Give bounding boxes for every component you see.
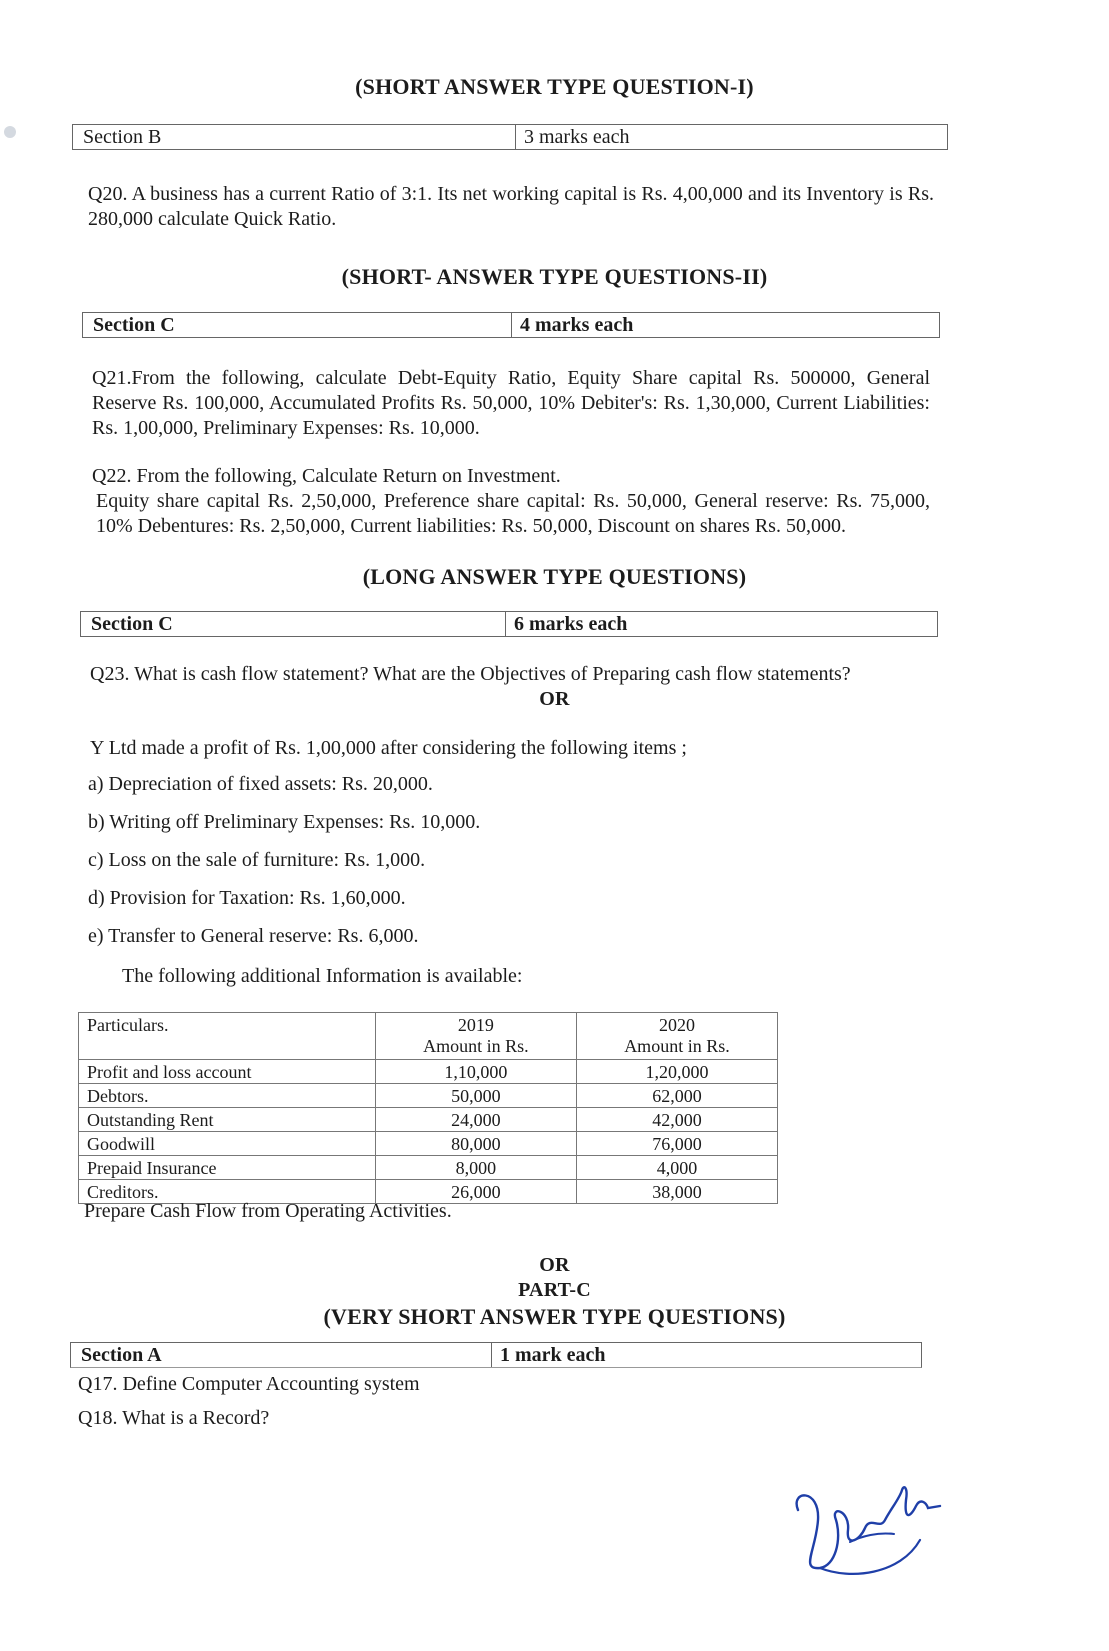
section-b-label: Section B (73, 125, 516, 149)
or-separator: OR (539, 688, 570, 710)
row-2019: 8,000 (375, 1156, 576, 1180)
item-a: a) Depreciation of fixed assets: Rs. 20,000. (88, 773, 433, 795)
heading-long-answer: (LONG ANSWER TYPE QUESTIONS) (362, 564, 747, 589)
section-c-marks: 4 marks each (520, 314, 634, 336)
table-row (79, 1156, 778, 1180)
item-b: b) Writing off Preliminary Expenses: Rs. 10,000. (88, 811, 481, 833)
row-2019: 26,000 (375, 1180, 576, 1204)
table-row (79, 1060, 778, 1084)
question-q22-title: Q22. From the following, Calculate Return on Investment. (92, 465, 561, 487)
header-2019 (375, 1013, 576, 1060)
row-label: Debtors. (79, 1084, 376, 1108)
row-2020: 38,000 (576, 1180, 777, 1204)
row-2020: 62,000 (576, 1084, 777, 1108)
question-q21: Q21.From the following, calculate Debt-Equity Ratio, Equity Share capital Rs. 500000, General Reserve Rs. 100,000, Accumulated Profits Rs. 50,000, 10% Debiter's: Rs. 1,30,000, Current Liabilities: Rs. 1,00,000, Preliminary Expenses: Rs. 10,000. (92, 367, 930, 439)
table-row (79, 1132, 778, 1156)
item-d: d) Provision for Taxation: Rs. 1,60,000. (88, 887, 406, 909)
question-q20: Q20. A business has a current Ratio of 3:1. Its net working capital is Rs. 4,00,000 and its Inventory is Rs. 280,000 calculate Quick Ratio. (88, 183, 934, 230)
prepare-instruction: Prepare Cash Flow from Operating Activities. (84, 1200, 452, 1222)
item-e: e) Transfer to General reserve: Rs. 6,000. (88, 925, 419, 947)
header-particulars: Particulars. (79, 1013, 376, 1060)
row-2020: 76,000 (576, 1132, 777, 1156)
scan-speck (4, 126, 16, 138)
header-2019-year: 2019 (457, 1015, 494, 1035)
row-2019: 1,10,000 (375, 1060, 576, 1084)
row-label: Profit and loss account (79, 1060, 376, 1084)
row-2020: 1,20,000 (576, 1060, 777, 1084)
question-q23: Q23. What is cash flow statement? What are the Objectives of Preparing cash flow statements? (90, 663, 851, 685)
heading-very-short: (VERY SHORT ANSWER TYPE QUESTIONS) (323, 1304, 786, 1329)
table-row (79, 1084, 778, 1108)
row-2019: 24,000 (375, 1108, 576, 1132)
section-a-label: Section A (71, 1343, 492, 1367)
heading-short-answer-1: (SHORT ANSWER TYPE QUESTION-I) (355, 74, 754, 99)
row-label: Goodwill (79, 1132, 376, 1156)
header-2020 (576, 1013, 777, 1060)
signature-mark (790, 1480, 950, 1580)
row-2019: 50,000 (375, 1084, 576, 1108)
section-c2-marks: 6 marks each (514, 613, 628, 635)
additional-info-line: The following additional Information is available: (122, 965, 523, 987)
section-bar-b (72, 124, 948, 150)
row-label: Prepaid Insurance (79, 1156, 376, 1180)
header-2019-unit: Amount in Rs. (423, 1036, 529, 1056)
header-2020-year: 2020 (658, 1015, 695, 1035)
section-c2-label: Section C (81, 612, 506, 636)
section-b-marks: 3 marks each (524, 126, 630, 148)
header-2020-unit: Amount in Rs. (624, 1036, 730, 1056)
row-label: Creditors. (79, 1180, 376, 1204)
table-row (79, 1108, 778, 1132)
question-q18: Q18. What is a Record? (78, 1407, 270, 1429)
row-2020: 4,000 (576, 1156, 777, 1180)
question-q22-body: Equity share capital Rs. 2,50,000, Preference share capital: Rs. 50,000, General reserve: Rs. 75,000, 10% Debentures: Rs. 2,50,000, Current liabilities: Rs. 50,000, Discount on shares Rs. 50,000. (96, 490, 930, 537)
section-a-marks: 1 mark each (500, 1344, 606, 1366)
row-label: Outstanding Rent (79, 1108, 376, 1132)
item-c: c) Loss on the sale of furniture: Rs. 1,000. (88, 849, 426, 871)
y-ltd-statement: Y Ltd made a profit of Rs. 1,00,000 after considering the following items ; (90, 737, 687, 759)
row-2020: 42,000 (576, 1108, 777, 1132)
question-q17: Q17. Define Computer Accounting system (78, 1373, 420, 1395)
table-header-row (79, 1013, 778, 1060)
row-2019: 80,000 (375, 1132, 576, 1156)
part-c-heading: PART-C (518, 1279, 591, 1301)
section-bar-a (70, 1342, 922, 1368)
or-separator-bottom: OR (539, 1254, 570, 1276)
section-bar-c-4marks (82, 312, 940, 338)
section-c-label: Section C (83, 313, 512, 337)
section-bar-c-6marks (80, 611, 938, 637)
heading-short-answer-2: (SHORT- ANSWER TYPE QUESTIONS-II) (341, 264, 768, 289)
additional-info-table (78, 1012, 778, 1204)
